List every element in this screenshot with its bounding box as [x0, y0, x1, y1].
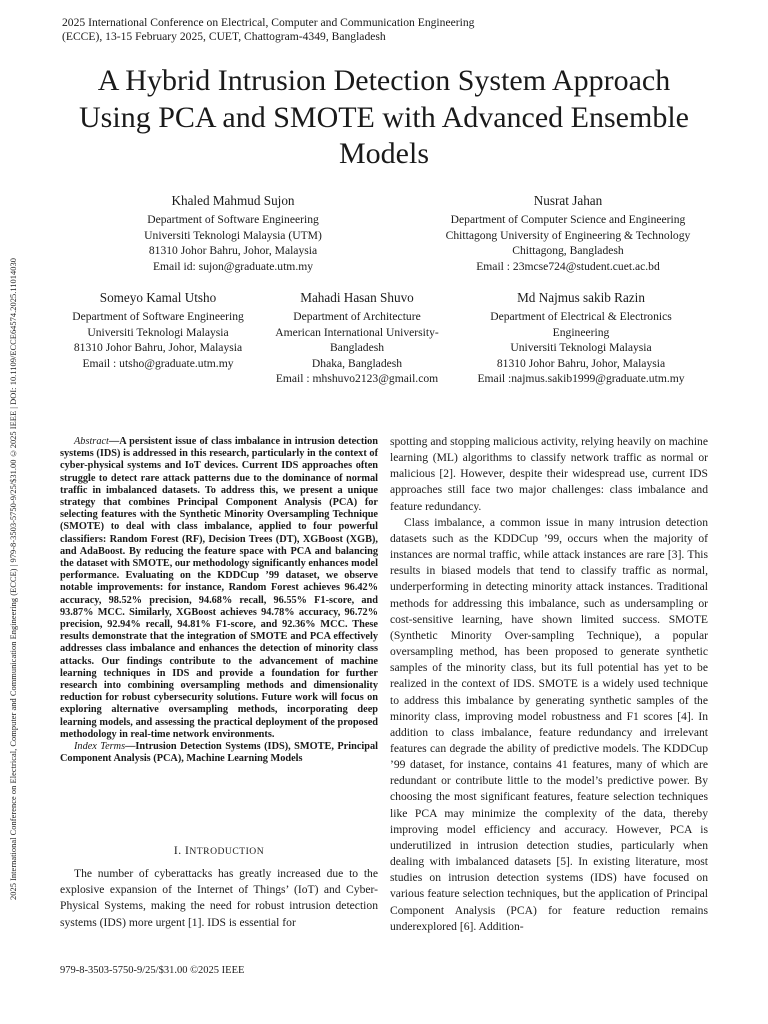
section-rest: NTRODUCTION: [189, 846, 265, 857]
index-terms-paragraph: [60, 741, 378, 765]
introduction-text: [60, 866, 378, 931]
author-block: [420, 192, 716, 274]
index-terms-label: Index Terms: [74, 741, 126, 753]
conference-line-1: 2025 International Conference on Electrical, Computer and Communication Engineering: [62, 16, 475, 29]
author-affiliation: Dhaka, Bangladesh: [311, 356, 403, 370]
author-affiliation: Chittagong, Bangladesh: [512, 244, 624, 257]
body-paragraph: spotting and stopping malicious activity, relying heavily on machine learning (ML) algorithms to classify network traffic as normal or malicious [2]. However, despite their widespread use, current IDS approaches still face two major challenges: class imbalance and feature redundancy.: [390, 435, 708, 513]
abstract-label: Abstract: [74, 436, 109, 447]
author-affiliation: 81310 Johor Bahru, Johor, Malaysia: [73, 341, 243, 354]
author-email: Email : mhshuvo2123@gmail.com: [275, 372, 439, 385]
author-affiliation: Engineering: [552, 325, 610, 339]
author-affiliation: Department of Software Engineering: [72, 310, 244, 323]
author-block: [124, 192, 342, 274]
index-terms-text: Intrusion Detection Systems (IDS), SMOTE, Principal Component Analysis (PCA), Machine Learning Models: [60, 741, 378, 765]
section-heading-introduction: [60, 844, 378, 857]
title-line-1: A Hybrid Intrusion Detection System Approach: [97, 64, 671, 97]
intro-paragraph: The number of cyberattacks has greatly increased due to the explosive expansion of the Internet of Things’ (IoT) and Cyber-Physical Systems, making the need for robust intrusion detection systems (IDS) more urgent [1]. IDS is essential for: [60, 867, 378, 929]
author-block: [460, 289, 702, 387]
author-affiliation: Chittagong University of Engineering & Technology: [445, 228, 691, 242]
author-name: Khaled Mahmud Sujon: [171, 193, 295, 208]
section-number: I.: [173, 844, 185, 857]
author-affiliation: Department of Architecture: [293, 310, 421, 323]
paper-title: [40, 63, 728, 173]
copyright-footer: 979-8-3503-5750-9/25/$31.00 ©2025 IEEE: [60, 965, 245, 976]
author-block: [260, 289, 454, 387]
author-name: Someyo Kamal Utsho: [99, 290, 217, 305]
index-terms-dash: —: [125, 741, 136, 753]
abstract-section: [60, 436, 378, 765]
author-email: Email : 23mcse724@student.cuet.ac.bd: [476, 259, 660, 273]
author-block: [58, 289, 258, 371]
abstract-text: A persistent issue of class imbalance in intrusion detection systems (IDS) is addressed in this research, particularly in the context of cyber-physical systems and IoT devices. Current IDS approaches often struggle to detect rare attack patterns due to the dominance of normal traffic in imbalanced datasets. To address this, we present a unique strategy that combines Principal Component Analysis (PCA) for selecting features with the Synthetic Minority Oversampling Technique (SMOTE) to deal with class imbalance, applied to four powerful classifiers: Random Forest (RF), Decision Trees (DT), XGBoost (XGB), and AdaBoost. By reducing the feature space with PCA and balancing the dataset with SMOTE, our methodology significantly enhances model performance. Evaluating on the KDDCup ’99 dataset, we observe notable improvements: for instance, Random Forest achieves 96.42% accuracy, 98.52% precision, 94.68% recall, 96.55% F1-score, and 93.87% MCC. Similarly, XGBoost achieves 94.78% accuracy, 96.72% precision, 92.94% recall, 94.81% F1-score, and 92.36% MCC. These results demonstrate that the integration of SMOTE and PCA effectively addresses class imbalance and enhances the detection of minority class attacks. Our findings contribute to the advancement of machine learning techniques in IDS and provide a foundation for further research into combining oversampling methods and dimensionality reduction for robust cybersecurity solutions. Future work will focus on exploring alternative oversampling methods, incorporating deep learning models, and assessing the practical deployment of the proposed methodology in real-time network environments.: [60, 436, 378, 740]
author-affiliation: Department of Software Engineering: [147, 213, 319, 226]
author-affiliation: Bangladesh: [329, 341, 385, 354]
author-affiliation: Universiti Teknologi Malaysia: [87, 325, 229, 339]
author-name: Nusrat Jahan: [533, 193, 603, 208]
author-affiliation: Universiti Teknologi Malaysia: [510, 341, 652, 354]
abstract-dash: —: [108, 436, 120, 447]
section-initial: I: [185, 844, 190, 857]
author-email: Email :najmus.sakib1999@graduate.utm.my: [477, 372, 685, 385]
author-affiliation: American International University-: [275, 325, 439, 339]
abstract-paragraph: [60, 436, 378, 741]
author-email: Email : utsho@graduate.utm.my: [82, 356, 234, 370]
author-affiliation: 81310 Johor Bahru, Johor, Malaysia: [496, 356, 666, 370]
author-email: Email id: sujon@graduate.utm.my: [152, 259, 314, 273]
title-line-3: Models: [339, 137, 429, 170]
right-column: [390, 434, 708, 935]
author-affiliation: Department of Electrical & Electronics: [490, 310, 672, 323]
author-affiliation: Department of Computer Science and Engineering: [450, 213, 686, 226]
author-affiliation: 81310 Johor Bahru, Johor, Malaysia: [148, 244, 318, 257]
conference-header: [62, 16, 474, 43]
conference-line-2: (ECCE), 13-15 February 2025, CUET, Chattogram-4349, Bangladesh: [62, 29, 386, 43]
author-name: Md Najmus sakib Razin: [517, 290, 645, 305]
body-paragraph: Class imbalance, a common issue in many intrusion detection datasets such as the KDDCup ’99, occurs when the majority of instances are normal traffic, while attack instances are rare [3]. This results in biased models that tend to classify traffic as normal, underperforming in detecting minority attack instances. Traditional methods for addressing this imbalance, such as undersampling or cost-sensitive learning, have shown limited success. SMOTE (Synthetic Minority Over-sampling Technique), a popular oversampling method, has been proposed to generate synthetic samples of the minority class, but its full potential has yet to be realized in the context of IDS. SMOTE is a widely used technique to address this imbalance by generating synthetic samples of the minority class, improving model robustness and F1 scores [4]. In addition to class imbalance, feature redundancy and irrelevant features can degrade the ability of predictive models. The KDDCup ’99 dataset, for instance, contains 41 features, many of which are redundant or contribute little to the model’s predictive power. By choosing the most significant features, feature selection techniques like PCA may minimize the complexity of the data, thereby improving model efficiency and accuracy. However, PCA is underutilized in intrusion detection studies, particularly when dealing with imbalanced datasets [5]. In existing literature, most studies on intrusion detection systems (IDS) have focused on various feature selection techniques, but the application of Principal Component Analysis (PCA) for feature reduction remains underexplored [6]. Addition-: [390, 515, 708, 933]
title-line-2: Using PCA and SMOTE with Advanced Ensemble: [79, 100, 689, 134]
author-affiliation: Universiti Teknologi Malaysia (UTM): [144, 228, 322, 242]
author-name: Mahadi Hasan Shuvo: [300, 290, 414, 305]
side-doi-strip: 2025 International Conference on Electrical, Computer and Communication Engineering (ECCE) | 979-8-3503-5750-9/25/$31.00 ©2025 IEEE | DOI: 10.1109/ECCE64574.2025.11014030: [9, 258, 18, 900]
